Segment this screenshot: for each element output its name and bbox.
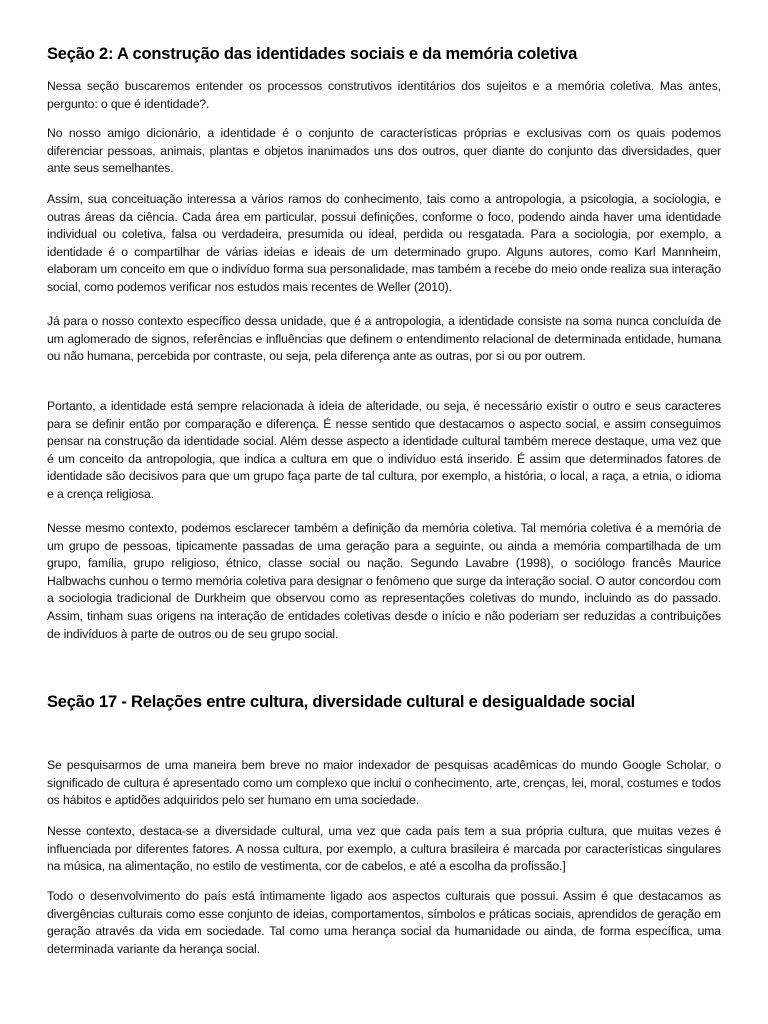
section-2-paragraph-6: Nesse mesmo contexto, podemos esclarecer também a definição da memória coletiva. Tal memória coletiva é a memória de um grupo de pessoas, tipicamente passadas de uma geração para a seguinte, ou ainda a memória compartilhada de um grupo, família, grupo religioso, étnico, classe social ou nação. Segundo Lavabre (1998), o sociólogo francês Maurice Halbwachs cunhou o termo memória coletiva para designar o fenômeno que surge da interação social. O autor concordou com a sociologia tradicional de Durkheim que observou como as representações coletivas do mundo, incluindo as do passado. Assim, tinham suas origens na interação de entidades coletivas desde o início e não poderiam ser reduzidas a contribuições de indivíduos à parte de outros ou de seu grupo social. — [47, 521, 721, 641]
section-2-paragraph-1: Nessa seção buscaremos entender os processos construtivos identitários dos sujeitos e a memória coletiva. Mas antes, pergunto: o que é identidade?. — [47, 79, 721, 111]
section-2-paragraph-5: Portanto, a identidade está sempre relacionada à ideia de alteridade, ou seja, é necessário existir o outro e seus caracteres para se definir então por comparação e diferença. É nesse sentido que destacamos o aspecto social, e assim conseguimos pensar na construção da identidade social. Além desse aspecto a identidade cultural também merece destaque, uma vez que é um conceito da antropologia, que indica a cultura em que o indivíduo está inserido. É assim que determinados fatores de identidade são decisivos para que um grupo faça parte de tal cultura, por exemplo, a história, o local, a raça, a etnia, o idioma e a crença religiosa. — [47, 399, 721, 501]
section-17-paragraph-2: Nesse contexto, destaca-se a diversidade cultural, uma vez que cada país tem a sua própria cultura, que muitas vezes é influenciada por diferentes fatores. A nossa cultura, por exemplo, a cultura brasileira é marcada por características singulares na música, na alimentação, no estilo de vestimenta, cor de cabelos, e até a escolha da profissão.] — [47, 824, 721, 874]
section-2-paragraph-2: No nosso amigo dicionário, a identidade é o conjunto de características próprias e exclusivas com os quais podemos diferenciar pessoas, animais, plantas e objetos inanimados uns dos outros, quer diante do conjunto das diversidades, quer ante seus semelhantes. — [47, 126, 721, 176]
section-2-heading: Seção 2: A construção das identidades sociais e da memória coletiva — [47, 45, 578, 63]
section-17-paragraph-3: Todo o desenvolvimento do país está intimamente ligado aos aspectos culturais que possui. Assim é que destacamos as divergências culturais como esse conjunto de ideias, comportamentos, símbolos e práticas sociais, aprendidos de geração em geração através da vida em sociedade. Tal como uma herança social da humanidade ou ainda, de forma específica, uma determinada variante da herança social. — [47, 889, 721, 956]
section-17-heading: Seção 17 - Relações entre cultura, diversidade cultural e desigualdade social — [47, 693, 636, 711]
section-2-paragraph-4: Já para o nosso contexto específico dessa unidade, que é a antropologia, a identidade consiste na soma nunca concluída de um aglomerado de signos, referências e influências que definem o entendimento relacional de determinada entidade, humana ou não humana, percebida por contraste, ou seja, pela diferença ante as outras, por si ou por outrem. — [47, 314, 721, 364]
section-17-paragraph-1: Se pesquisarmos de uma maneira bem breve no maior indexador de pesquisas acadêmicas do mundo Google Scholar, o significado de cultura é apresentado como um complexo que inclui o conhecimento, arte, crenças, lei, moral, costumes e todos os hábitos e aptidões adquiridos pelo ser humano em uma sociedade. — [47, 758, 721, 808]
section-2-paragraph-3: Assim, sua conceituação interessa a vários ramos do conhecimento, tais como a antropologia, a psicologia, a sociologia, e outras áreas da ciência. Cada área em particular, possui definições, conforme o foco, podendo ainda haver uma identidade individual ou coletiva, falsa ou verdadeira, presumida ou ideal, perdida ou resgatada. Para a sociologia, por exemplo, a identidade é o compartilhar de várias ideias e ideais de um determinado grupo. Alguns autores, como Karl Mannheim, elaboram um conceito em que o indivíduo forma sua personalidade, mas também a recebe do meio onde realiza sua interação social, como podemos verificar nos estudos mais recentes de Weller (2010). — [47, 192, 721, 294]
